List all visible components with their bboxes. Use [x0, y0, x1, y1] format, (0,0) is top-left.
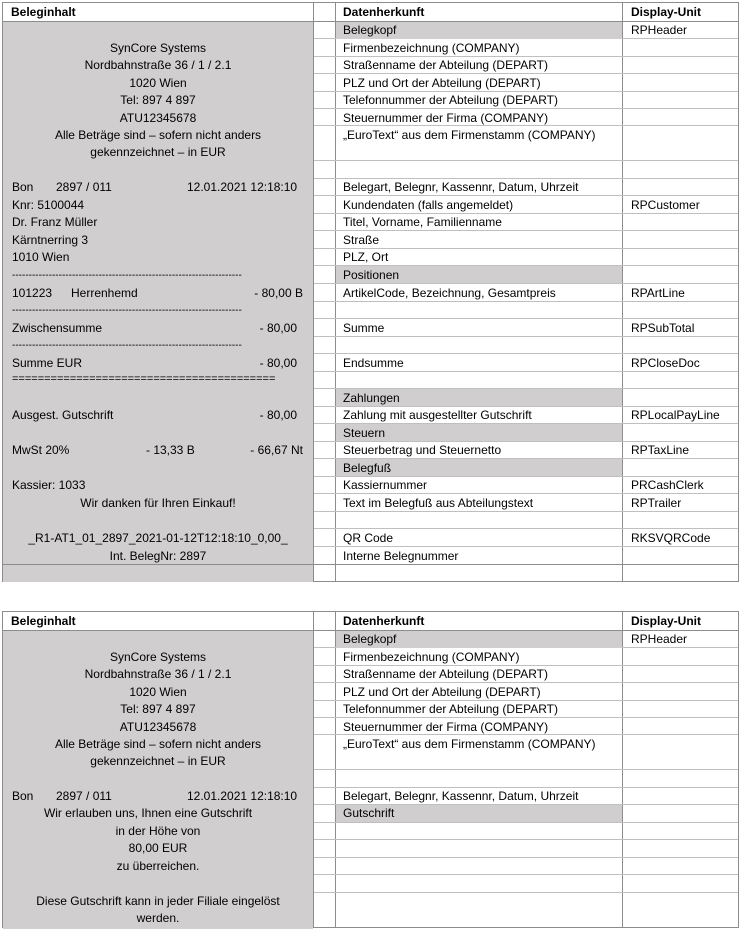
receipt-thanks: Wir danken für Ihren Einkauf!	[80, 496, 236, 510]
src-artikel: ArtikelCode, Bezeichnung, Gesamtpreis	[343, 286, 556, 300]
src-strasse2: Straße	[343, 233, 380, 247]
receipt-voucher-label: Ausgest. Gutschrift	[12, 408, 114, 422]
src-eurotext: „EuroText“ aus dem Firmenstamm (COMPANY)	[343, 737, 596, 751]
src-kunde: Kundendaten (falls angemeldet)	[343, 198, 514, 212]
voucher-line-4: zu überreichen.	[116, 859, 200, 873]
header-display-unit: Display-Unit	[631, 5, 702, 19]
receipt-art-price: - 80,00 B	[254, 286, 303, 300]
src-summe: Summe	[343, 321, 385, 335]
src-endsumme: Endsumme	[343, 356, 404, 370]
receipt-int-no: Int. BelegNr: 2897	[109, 549, 207, 563]
receipt-street: Nordbahnstraße 36 / 1 / 2.1	[84, 667, 232, 681]
receipt-sum-value: - 80,00	[259, 356, 297, 370]
receipt-customer-city: 1010 Wien	[12, 250, 70, 264]
unit-taxline: RPTaxLine	[631, 443, 690, 457]
unit-artline: RPArtLine	[631, 286, 685, 300]
receipt-art-code: 101223	[12, 286, 53, 300]
src-titel: Titel, Vorname, Familienname	[343, 215, 502, 229]
receipt-customer-street: Kärntnerring 3	[12, 233, 89, 247]
unit-localpay: RPLocalPayLine	[631, 408, 720, 422]
header-datenherkunft: Datenherkunft	[343, 614, 425, 628]
receipt-subtotal-value: - 80,00	[259, 321, 297, 335]
voucher-line-6: werden.	[136, 911, 180, 925]
receipt-customer-name: Dr. Franz Müller	[12, 215, 98, 229]
src-belegart: Belegart, Belegnr, Kassennr, Datum, Uhrzeit	[343, 789, 579, 803]
receipt-bon-datetime: 12.01.2021 12:18:10	[187, 180, 298, 194]
receipt-dash-line: ---------------------------------------------------------------------	[12, 340, 242, 351]
unit-header: RPHeader	[631, 23, 688, 37]
src-plzort: PLZ, Ort	[343, 250, 389, 264]
receipt-tel: Tel: 897 4 897	[120, 702, 196, 716]
receipt-uid: ATU12345678	[119, 720, 197, 734]
src-firma: Firmenbezeichnung (COMPANY)	[343, 650, 520, 664]
header-beleginhalt: Beleginhalt	[11, 614, 76, 628]
receipt-street: Nordbahnstraße 36 / 1 / 2.1	[84, 58, 232, 72]
receipt-cashier: Kassier: 1033	[12, 478, 86, 492]
src-belegkopf: Belegkopf	[343, 632, 397, 646]
receipt-bon-datetime: 12.01.2021 12:18:10	[187, 789, 298, 803]
unit-header: RPHeader	[631, 632, 688, 646]
receipt-tax-net: - 66,67 Nt	[250, 443, 303, 457]
receipt-dash-line: ---------------------------------------------------------------------	[12, 270, 242, 281]
receipt-qr-text: _R1-AT1_01_2897_2021-01-12T12:18:10_0,00_	[28, 531, 288, 545]
src-steuer: Steuernummer der Firma (COMPANY)	[343, 720, 549, 734]
src-positionen: Positionen	[343, 268, 400, 282]
receipt-bon-label: Bon	[12, 789, 34, 803]
src-zahlung: Zahlung mit ausgestellter Gutschrift	[343, 408, 532, 422]
header-beleginhalt: Beleginhalt	[11, 5, 76, 19]
src-steuer: Steuernummer der Firma (COMPANY)	[343, 111, 549, 125]
src-belegkopf: Belegkopf	[343, 23, 397, 37]
voucher-line-3: 80,00 EUR	[128, 841, 188, 855]
voucher-line-2: in der Höhe von	[115, 824, 201, 838]
src-eurotext: „EuroText“ aus dem Firmenstamm (COMPANY)	[343, 128, 596, 142]
voucher-line-1: Wir erlauben uns, Ihnen eine Gutschrift	[43, 806, 253, 820]
receipt-voucher-value: - 80,00	[259, 408, 297, 422]
receipt-bon-no: 2897 / 011	[56, 180, 112, 194]
receipt-dash-line: ---------------------------------------------------------------------	[12, 305, 242, 316]
src-tel: Telefonnummer der Abteilung (DEPART)	[343, 93, 558, 107]
src-tel: Telefonnummer der Abteilung (DEPART)	[343, 702, 558, 716]
receipt-note-2: gekennzeichnet – in EUR	[90, 145, 226, 159]
receipt-uid: ATU12345678	[119, 111, 197, 125]
src-qr: QR Code	[343, 531, 394, 545]
src-zahlungen: Zahlungen	[343, 391, 400, 405]
table-header	[3, 3, 738, 22]
src-intern: Interne Belegnummer	[343, 549, 459, 563]
receipt-subtotal-label: Zwischensumme	[12, 321, 103, 335]
unit-subtotal: RPSubTotal	[631, 321, 695, 335]
receipt-bon-label: Bon	[12, 180, 34, 194]
receipt-eq-line: =========================================	[12, 373, 276, 385]
receipt-note-2: gekennzeichnet – in EUR	[90, 754, 226, 768]
receipt-city: 1020 Wien	[129, 76, 187, 90]
receipt-knr: Knr: 5100044	[12, 198, 85, 212]
unit-trailer: RPTrailer	[631, 496, 682, 510]
table-header	[3, 612, 738, 631]
receipt-table-2	[2, 611, 739, 928]
src-plz: PLZ und Ort der Abteilung (DEPART)	[343, 76, 541, 90]
src-plz: PLZ und Ort der Abteilung (DEPART)	[343, 685, 541, 699]
src-belegfuss: Belegfuß	[343, 461, 392, 475]
receipt-art-name: Herrenhemd	[71, 286, 138, 300]
src-steuerbetrag: Steuerbetrag und Steuernetto	[343, 443, 502, 457]
src-strasse: Straßenname der Abteilung (DEPART)	[343, 58, 548, 72]
header-display-unit: Display-Unit	[631, 614, 702, 628]
receipt-tax-label: MwSt 20%	[12, 443, 70, 457]
unit-cashclerk: PRCashClerk	[631, 478, 704, 492]
src-text: Text im Belegfuß aus Abteilungstext	[343, 496, 534, 510]
receipt-company: SynCore Systems	[109, 41, 207, 55]
unit-customer: RPCustomer	[631, 198, 700, 212]
receipt-company: SynCore Systems	[109, 650, 207, 664]
receipt-city: 1020 Wien	[129, 685, 187, 699]
receipt-table-1	[2, 2, 739, 582]
receipt-note-1: Alle Beträge sind – sofern nicht anders	[54, 737, 262, 751]
unit-closedoc: RPCloseDoc	[631, 356, 700, 370]
src-belegart: Belegart, Belegnr, Kassennr, Datum, Uhrzeit	[343, 180, 579, 194]
src-steuern: Steuern	[343, 426, 386, 440]
receipt-tel: Tel: 897 4 897	[120, 93, 196, 107]
src-kassier: Kassiernummer	[343, 478, 428, 492]
unit-qr: RKSVQRCode	[631, 531, 711, 545]
receipt-sum-label: Summe EUR	[12, 356, 83, 370]
header-datenherkunft: Datenherkunft	[343, 5, 425, 19]
src-gutschrift: Gutschrift	[343, 806, 395, 820]
receipt-bon-no: 2897 / 011	[56, 789, 112, 803]
receipt-note-1: Alle Beträge sind – sofern nicht anders	[54, 128, 262, 142]
voucher-line-5: Diese Gutschrift kann in jeder Filiale eingelöst	[36, 894, 280, 908]
src-firma: Firmenbezeichnung (COMPANY)	[343, 41, 520, 55]
src-strasse: Straßenname der Abteilung (DEPART)	[343, 667, 548, 681]
receipt-tax-amount: - 13,33 B	[146, 443, 195, 457]
